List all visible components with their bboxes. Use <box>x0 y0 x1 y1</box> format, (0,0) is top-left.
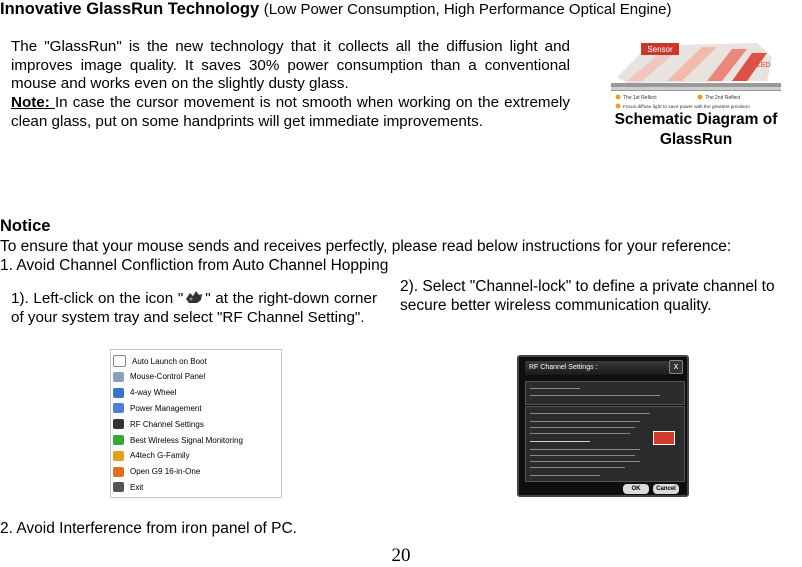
g9-icon <box>113 467 124 477</box>
notice-intro: To ensure that your mouse sends and receives perfectly, please read below instructions for your reference: <box>0 238 732 255</box>
schematic-caption: Schematic Diagram of GlassRun <box>614 111 778 148</box>
wheel-icon <box>113 388 124 398</box>
panel-text-line <box>530 413 650 414</box>
legend-first-reflect: The 1st Reflect <box>623 95 657 101</box>
menu-item[interactable] <box>113 432 243 448</box>
panel-text-line <box>530 461 640 462</box>
rf-channel-icon <box>113 419 124 429</box>
g-family-icon <box>113 451 124 461</box>
menu-item-label: Exit <box>130 482 144 492</box>
menu-item-label: Auto Launch on Boot <box>132 356 207 366</box>
notice-heading: Notice <box>0 217 51 235</box>
rf-channel-dialog <box>517 355 689 497</box>
menu-item[interactable] <box>113 400 202 416</box>
menu-item-label: RF Channel Settings <box>130 419 204 429</box>
legend-second-reflect: The 2nd Reflect <box>705 95 741 101</box>
signal-indicator <box>653 431 675 445</box>
sensor-label: Sensor <box>647 45 673 54</box>
panel-text-line <box>530 455 635 456</box>
auto-hopping-panel <box>525 381 685 405</box>
menu-item-label: Open G9 16-in-One <box>130 467 201 477</box>
mouse-tray-icon <box>183 290 205 304</box>
notice-item-2: 2. Avoid Interference from iron panel of PC. <box>0 520 297 537</box>
step-2-text: 2). Select "Channel-lock" to define a private channel to secure better wireless communication quality. <box>400 278 775 314</box>
note-paragraph: Note: In case the cursor movement is not smooth when working on the extremely clean glass, put on some handprints will get immediate improvements. <box>11 94 570 130</box>
menu-item-label: 4-way Wheel <box>130 388 177 398</box>
intro-paragraph: The "GlassRun" is the new technology that it collects all the diffusion light and improves image quality. It saves 30% power consumption than a conventional mouse and works even on the slightly dusty glass. <box>11 38 570 93</box>
dialog-title: RF Channel Settings : <box>525 361 669 375</box>
tray-context-menu <box>110 349 282 498</box>
panel-text-line <box>530 421 640 422</box>
menu-item[interactable] <box>113 369 205 385</box>
menu-item[interactable] <box>113 416 204 432</box>
battery-icon <box>113 403 124 413</box>
legend-focus-diffuse: Focus diffuse light to save power with the greatest precision <box>623 105 750 110</box>
cancel-button[interactable]: Cancel <box>653 484 679 494</box>
led-label: LED <box>757 62 771 69</box>
signal-icon <box>113 435 124 445</box>
panel-text-line <box>530 475 600 476</box>
page-number: 20 <box>391 545 411 566</box>
notice-item-1: 1. Avoid Channel Confliction from Auto Channel Hopping <box>0 257 389 274</box>
menu-item-label: A4tech G-Family <box>130 451 190 461</box>
panel-text-line <box>530 441 590 442</box>
panel-text-line <box>530 427 635 428</box>
step-1-text: 1). Left-click on the icon " " at the right-down corner of your system tray and select "RF Channel Setting". <box>11 290 377 326</box>
panel-text-line <box>530 449 640 450</box>
menu-item-label: Power Management <box>130 403 202 413</box>
panel-text-line <box>530 433 630 434</box>
panel-text-line <box>530 395 660 396</box>
panel-text-line <box>530 388 580 389</box>
menu-item[interactable] <box>113 385 176 401</box>
menu-item[interactable] <box>113 448 190 464</box>
glassrun-schematic-image <box>607 37 785 111</box>
glassrun-description <box>11 38 570 132</box>
menu-item[interactable] <box>113 464 200 480</box>
ok-button[interactable]: OK <box>623 484 649 494</box>
menu-item-label: Best Wireless Signal Monitoring <box>130 435 243 445</box>
panel-text-line <box>530 467 625 468</box>
mouse-icon <box>113 372 124 382</box>
page-title: Innovative GlassRun Technology (Low Power Consumption, High Performance Optical Engine) <box>0 0 672 18</box>
exit-icon <box>113 482 124 492</box>
menu-item[interactable] <box>113 479 143 495</box>
close-icon[interactable]: x <box>669 360 683 374</box>
menu-item-label: Mouse-Control Panel <box>130 372 206 382</box>
checkbox-icon <box>113 355 126 367</box>
menu-item[interactable] <box>113 353 207 369</box>
